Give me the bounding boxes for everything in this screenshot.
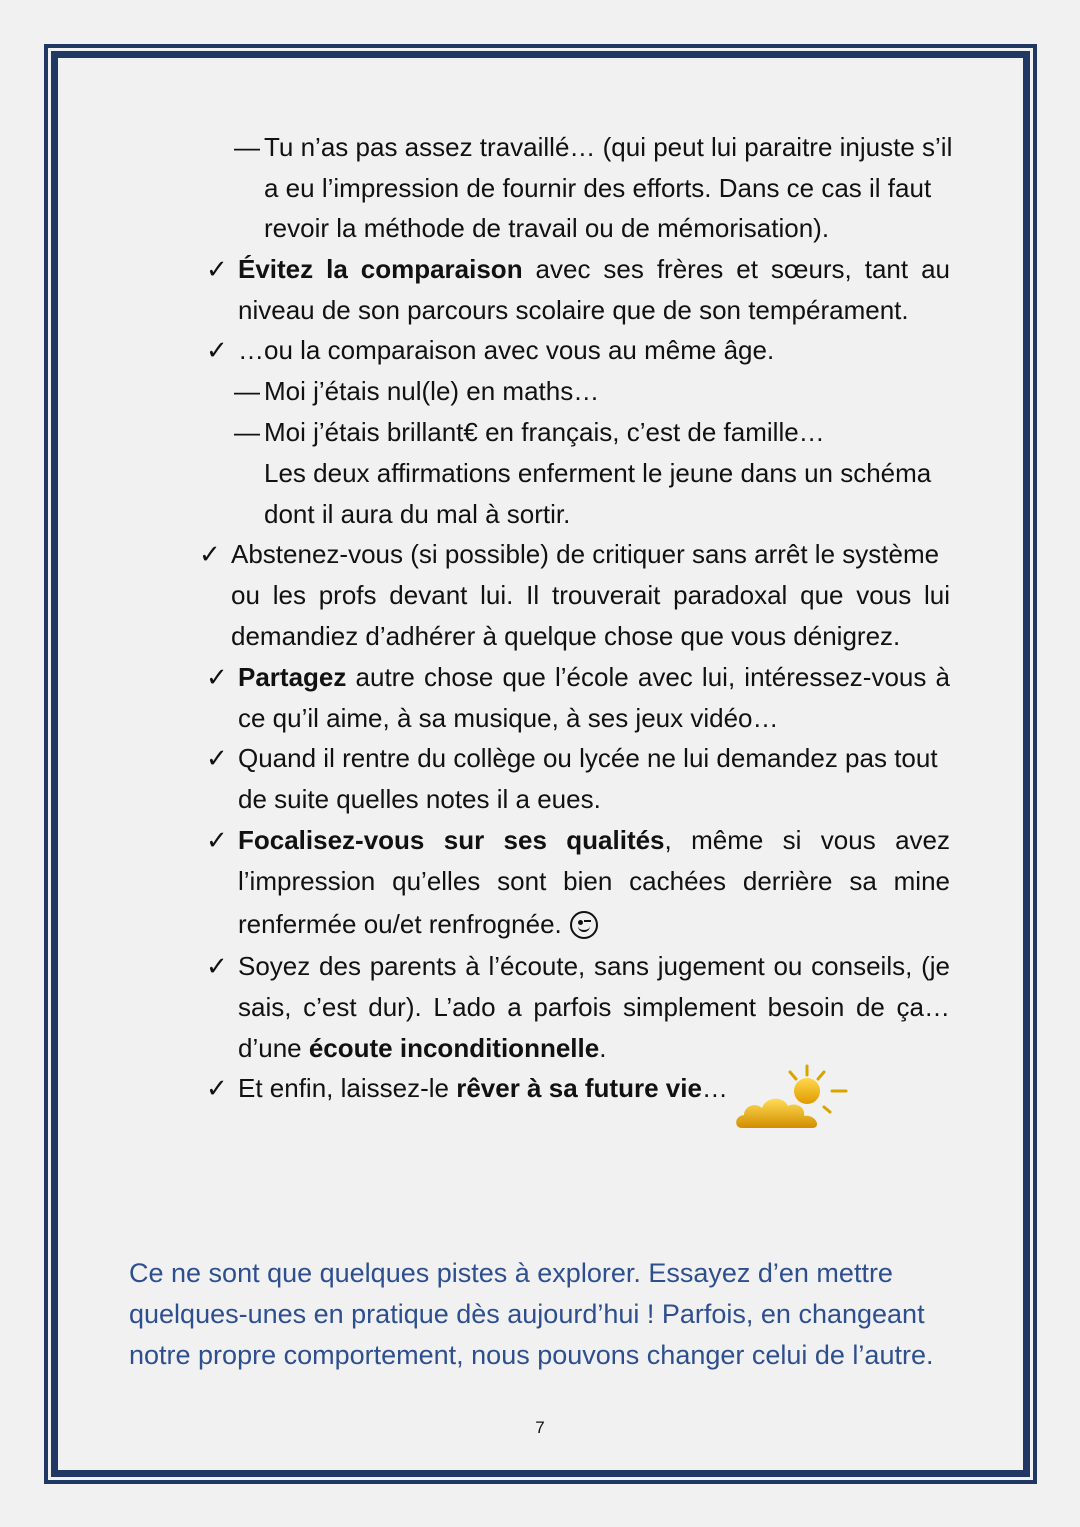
text-line: Abstenez-vous (si possible) de critiquer sans arrêt le système: [231, 539, 940, 569]
text-line: Quand il rentre du collège ou lycée ne lui demandez pas tout: [238, 743, 938, 773]
sun-behind-cloud-icon: [732, 1062, 852, 1134]
text-line: revoir la méthode de travail ou de mémorisation).: [264, 213, 830, 243]
text-line: Moi j’étais brillant€ en français, c’est de famille…: [264, 417, 825, 447]
bold-text: rêver à sa future vie: [456, 1073, 702, 1103]
checkmark-icon: ✓: [206, 825, 228, 855]
text-span: , même si vous avez: [664, 825, 950, 855]
text-line: l’impression qu’elles sont bien cachées derrière sa mine: [238, 866, 950, 896]
text-line: Tu n’as pas assez travaillé… (qui peut lui paraitre injuste s’il: [264, 132, 953, 162]
text-line: a eu l’impression de fournir des efforts. Dans ce cas il faut: [264, 173, 932, 203]
dash-marker: —: [234, 376, 260, 406]
text-line: sais, c’est dur). L’ado a parfois simplement besoin de ça…: [238, 992, 950, 1022]
text-line: [238, 1072, 728, 1104]
text-span: renfermée ou/et renfrognée.: [238, 909, 562, 939]
checkmark-icon: ✓: [206, 335, 228, 365]
bold-text: Évitez la comparaison: [238, 254, 523, 284]
text-line: [238, 824, 950, 856]
text-line: Soyez des parents à l’écoute, sans jugement ou conseils, (je: [238, 951, 950, 981]
text-line: ou les profs devant lui. Il trouverait paradoxal que vous lui: [231, 580, 950, 610]
dash-marker: —: [234, 417, 260, 447]
text-span: avec ses frères et sœurs, tant au: [522, 254, 950, 284]
text-line: dont il aura du mal à sortir.: [264, 499, 571, 529]
text-span: d’une: [238, 1033, 309, 1063]
text-line: [238, 253, 950, 285]
text-line: [238, 661, 950, 693]
winking-face-icon: [570, 911, 598, 939]
text-span: autre chose que l’école avec lui, intéressez-vous à: [346, 662, 950, 692]
text-line: [238, 1032, 606, 1064]
dash-marker: —: [234, 132, 260, 162]
conclusion-line: notre propre comportement, nous pouvons changer celui de l’autre.: [129, 1340, 934, 1370]
checkmark-icon: ✓: [206, 743, 228, 773]
text-span: …: [701, 1073, 728, 1103]
checkmark-icon: ✓: [206, 662, 228, 692]
conclusion-line: quelques-unes en pratique dès aujourd’hui ! Parfois, en changeant: [129, 1299, 925, 1329]
text-line: Moi j’étais nul(le) en maths…: [264, 376, 600, 406]
bold-text: écoute inconditionnelle: [308, 1033, 600, 1063]
text-line: Les deux affirmations enferment le jeune dans un schéma: [264, 458, 932, 488]
bold-text: Focalisez-vous sur ses qualités: [238, 825, 665, 855]
text-span: .: [599, 1033, 607, 1063]
bold-text: Partagez: [238, 662, 347, 692]
checkmark-icon: ✓: [206, 1073, 228, 1103]
conclusion-line: Ce ne sont que quelques pistes à explorer. Essayez d’en mettre: [129, 1258, 893, 1288]
checkmark-icon: ✓: [199, 539, 221, 569]
page-number: 7: [535, 1418, 545, 1437]
checkmark-icon: ✓: [206, 254, 228, 284]
text-line: demandiez d’adhérer à quelque chose que vous dénigrez.: [231, 621, 901, 651]
text-span: Et enfin, laissez-le: [238, 1073, 457, 1103]
checkmark-icon: ✓: [206, 951, 228, 981]
text-line: [238, 908, 598, 940]
text-line: …ou la comparaison avec vous au même âge.: [238, 335, 775, 365]
text-line: de suite quelles notes il a eues.: [238, 784, 601, 814]
text-line: niveau de son parcours scolaire que de son tempérament.: [238, 295, 909, 325]
text-line: ce qu’il aime, à sa musique, à ses jeux vidéo…: [238, 703, 779, 733]
